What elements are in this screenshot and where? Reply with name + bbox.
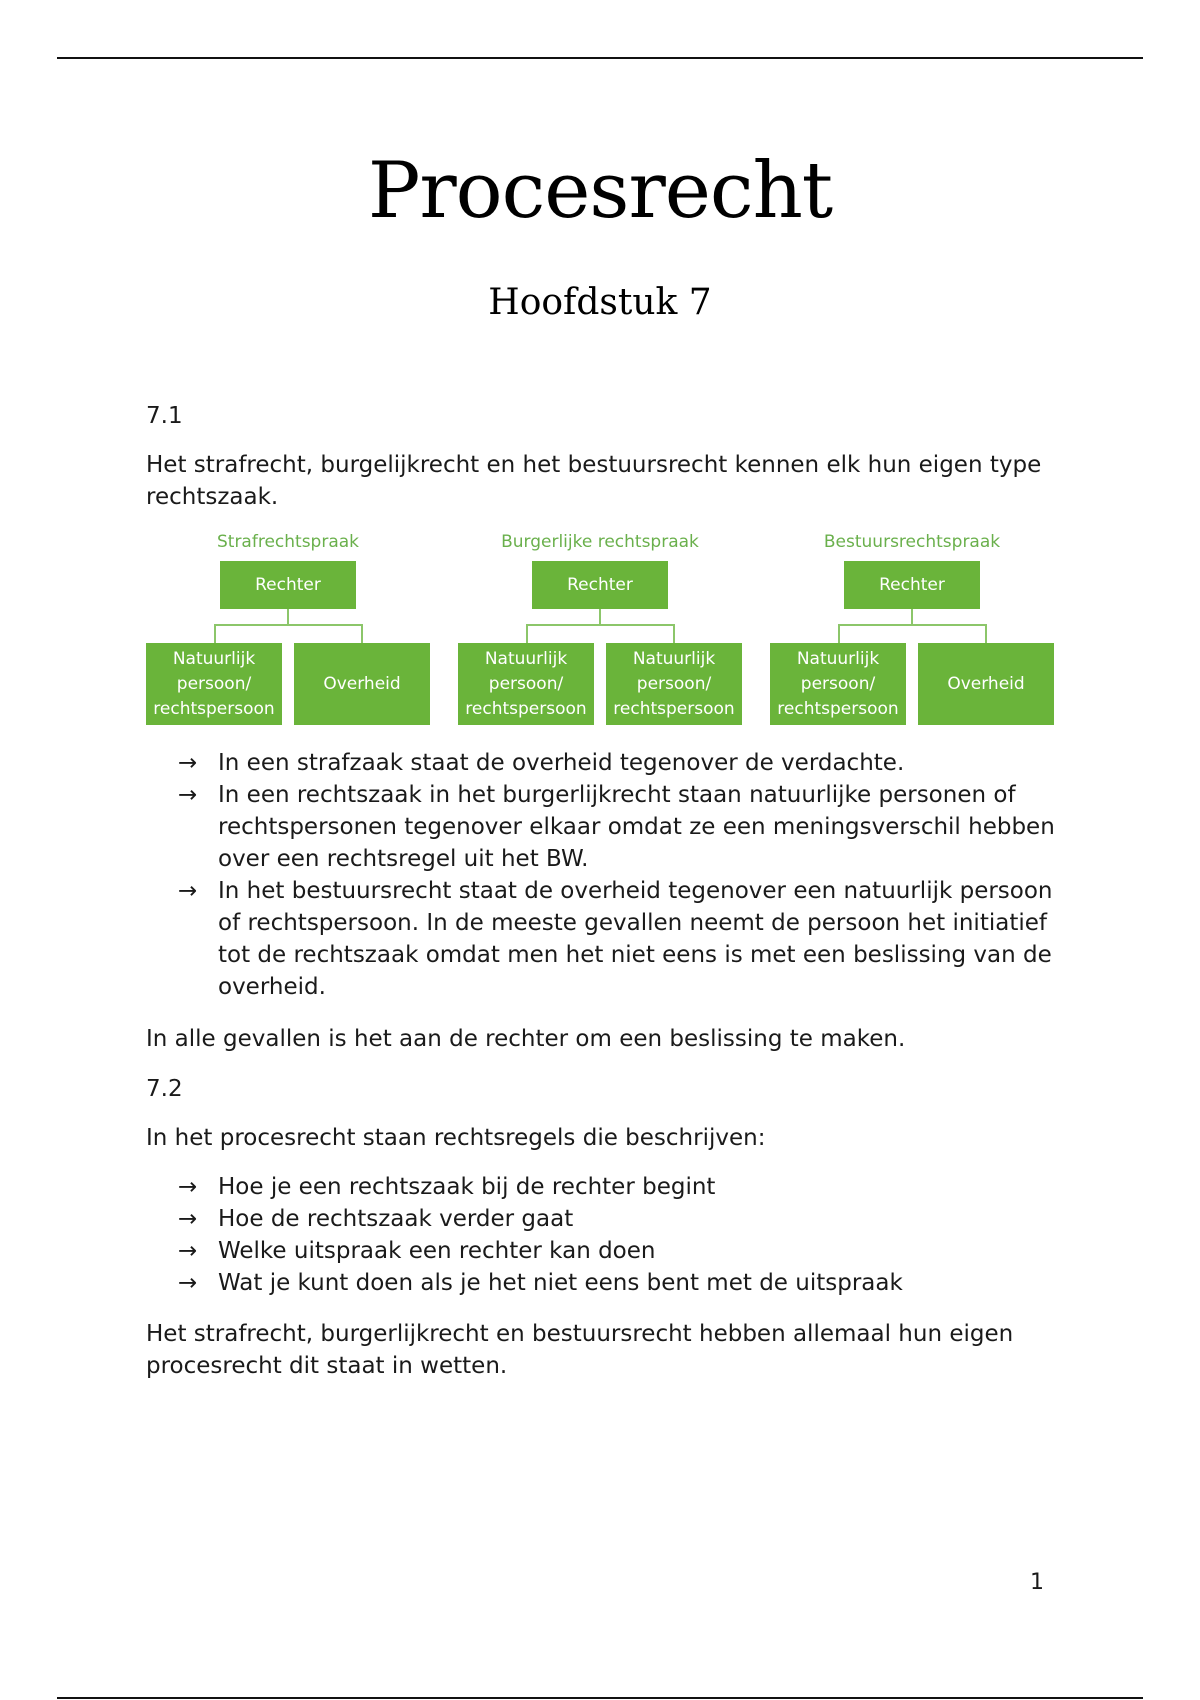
diagram-box-rechter: Rechter — [844, 561, 980, 609]
arrow-icon: → — [178, 1206, 198, 1232]
diagram-label: Burgerlijke rechtspraak — [501, 532, 699, 552]
section-number: 7.2 — [146, 1076, 183, 1102]
diagram-label: Strafrechtspraak — [216, 532, 360, 552]
top-rule — [57, 57, 1143, 59]
section2-bullet-list — [146, 1171, 1066, 1299]
section2-intro: In het procesrecht staan rechtsregels die beschrijven: — [146, 1125, 766, 1151]
diagram-connector — [287, 609, 289, 624]
arrow-icon: → — [178, 1238, 198, 1264]
bottom-rule — [57, 1697, 1143, 1699]
section-intro: Het strafrecht, burgelijkrecht en het bestuursrecht kennen elk hun eigen type rechtszaak. — [146, 452, 1042, 510]
list-item: → In een rechtszaak in het burgerlijkrecht staan natuurlijke personen of rechtspersonen tegenover elkaar omdat ze een meningsverschil hebben over een rechtsregel uit het BW. — [146, 779, 1066, 875]
diagram-label: Bestuursrechtspraak — [823, 532, 1001, 552]
diagram-connector — [361, 624, 363, 643]
diagram-connector — [599, 609, 601, 624]
diagram-connector — [985, 624, 987, 643]
diagram-connector — [911, 609, 913, 624]
arrow-icon: → — [178, 1174, 198, 1200]
diagram-connector — [214, 624, 363, 626]
diagram-connector — [838, 624, 987, 626]
diagram-connector — [214, 624, 216, 643]
diagram-box-party: Natuurlijk persoon/ rechtspersoon — [146, 643, 282, 725]
diagram-box-rechter: Rechter — [532, 561, 668, 609]
diagram-box-party: Natuurlijk persoon/ rechtspersoon — [770, 643, 906, 725]
diagram-box-rechter: Rechter — [220, 561, 356, 609]
arrow-icon: → — [178, 782, 198, 808]
section2-conclusion: Het strafrecht, burgerlijkrecht en bestuursrecht hebben allemaal hun eigen procesrecht dit staat in wetten. — [146, 1321, 1014, 1379]
list-item: → Hoe je een rechtszaak bij de rechter begint — [146, 1171, 1066, 1203]
list-item: → In een strafzaak staat de overheid tegenover de verdachte. — [146, 747, 1066, 779]
page-title: Procesrecht — [367, 146, 833, 236]
diagram-box-party: Natuurlijk persoon/ rechtspersoon — [458, 643, 594, 725]
list-item: → Hoe de rechtszaak verder gaat — [146, 1203, 1066, 1235]
arrow-icon: → — [178, 1270, 198, 1296]
section1-conclusion: In alle gevallen is het aan de rechter om een beslissing te maken. — [146, 1026, 906, 1052]
diagram-connector — [526, 624, 528, 643]
diagram-box-party: Overheid — [918, 643, 1054, 725]
diagram-connector — [526, 624, 675, 626]
section-number: 7.1 — [146, 403, 183, 429]
list-item: → In het bestuursrecht staat de overheid tegenover een natuurlijk persoon of rechtspersoon. In de meeste gevallen neemt de persoon het initiatief tot de rechtszaak omdat men het niet eens is met een beslissing van de overheid. — [146, 875, 1066, 1003]
diagram-box-party: Overheid — [294, 643, 430, 725]
page-number: 1 — [1030, 1570, 1044, 1595]
arrow-icon: → — [178, 878, 198, 904]
list-item: → Welke uitspraak een rechter kan doen — [146, 1235, 1066, 1267]
rechtspraak-diagram — [146, 527, 1056, 732]
diagram-connector — [838, 624, 840, 643]
section1-bullet-list — [146, 747, 1066, 1003]
diagram-box-party: Natuurlijk persoon/ rechtspersoon — [606, 643, 742, 725]
arrow-icon: → — [178, 750, 198, 776]
diagram-connector — [673, 624, 675, 643]
chapter-subtitle: Hoofdstuk 7 — [488, 282, 712, 323]
list-item: → Wat je kunt doen als je het niet eens bent met de uitspraak — [146, 1267, 1066, 1299]
